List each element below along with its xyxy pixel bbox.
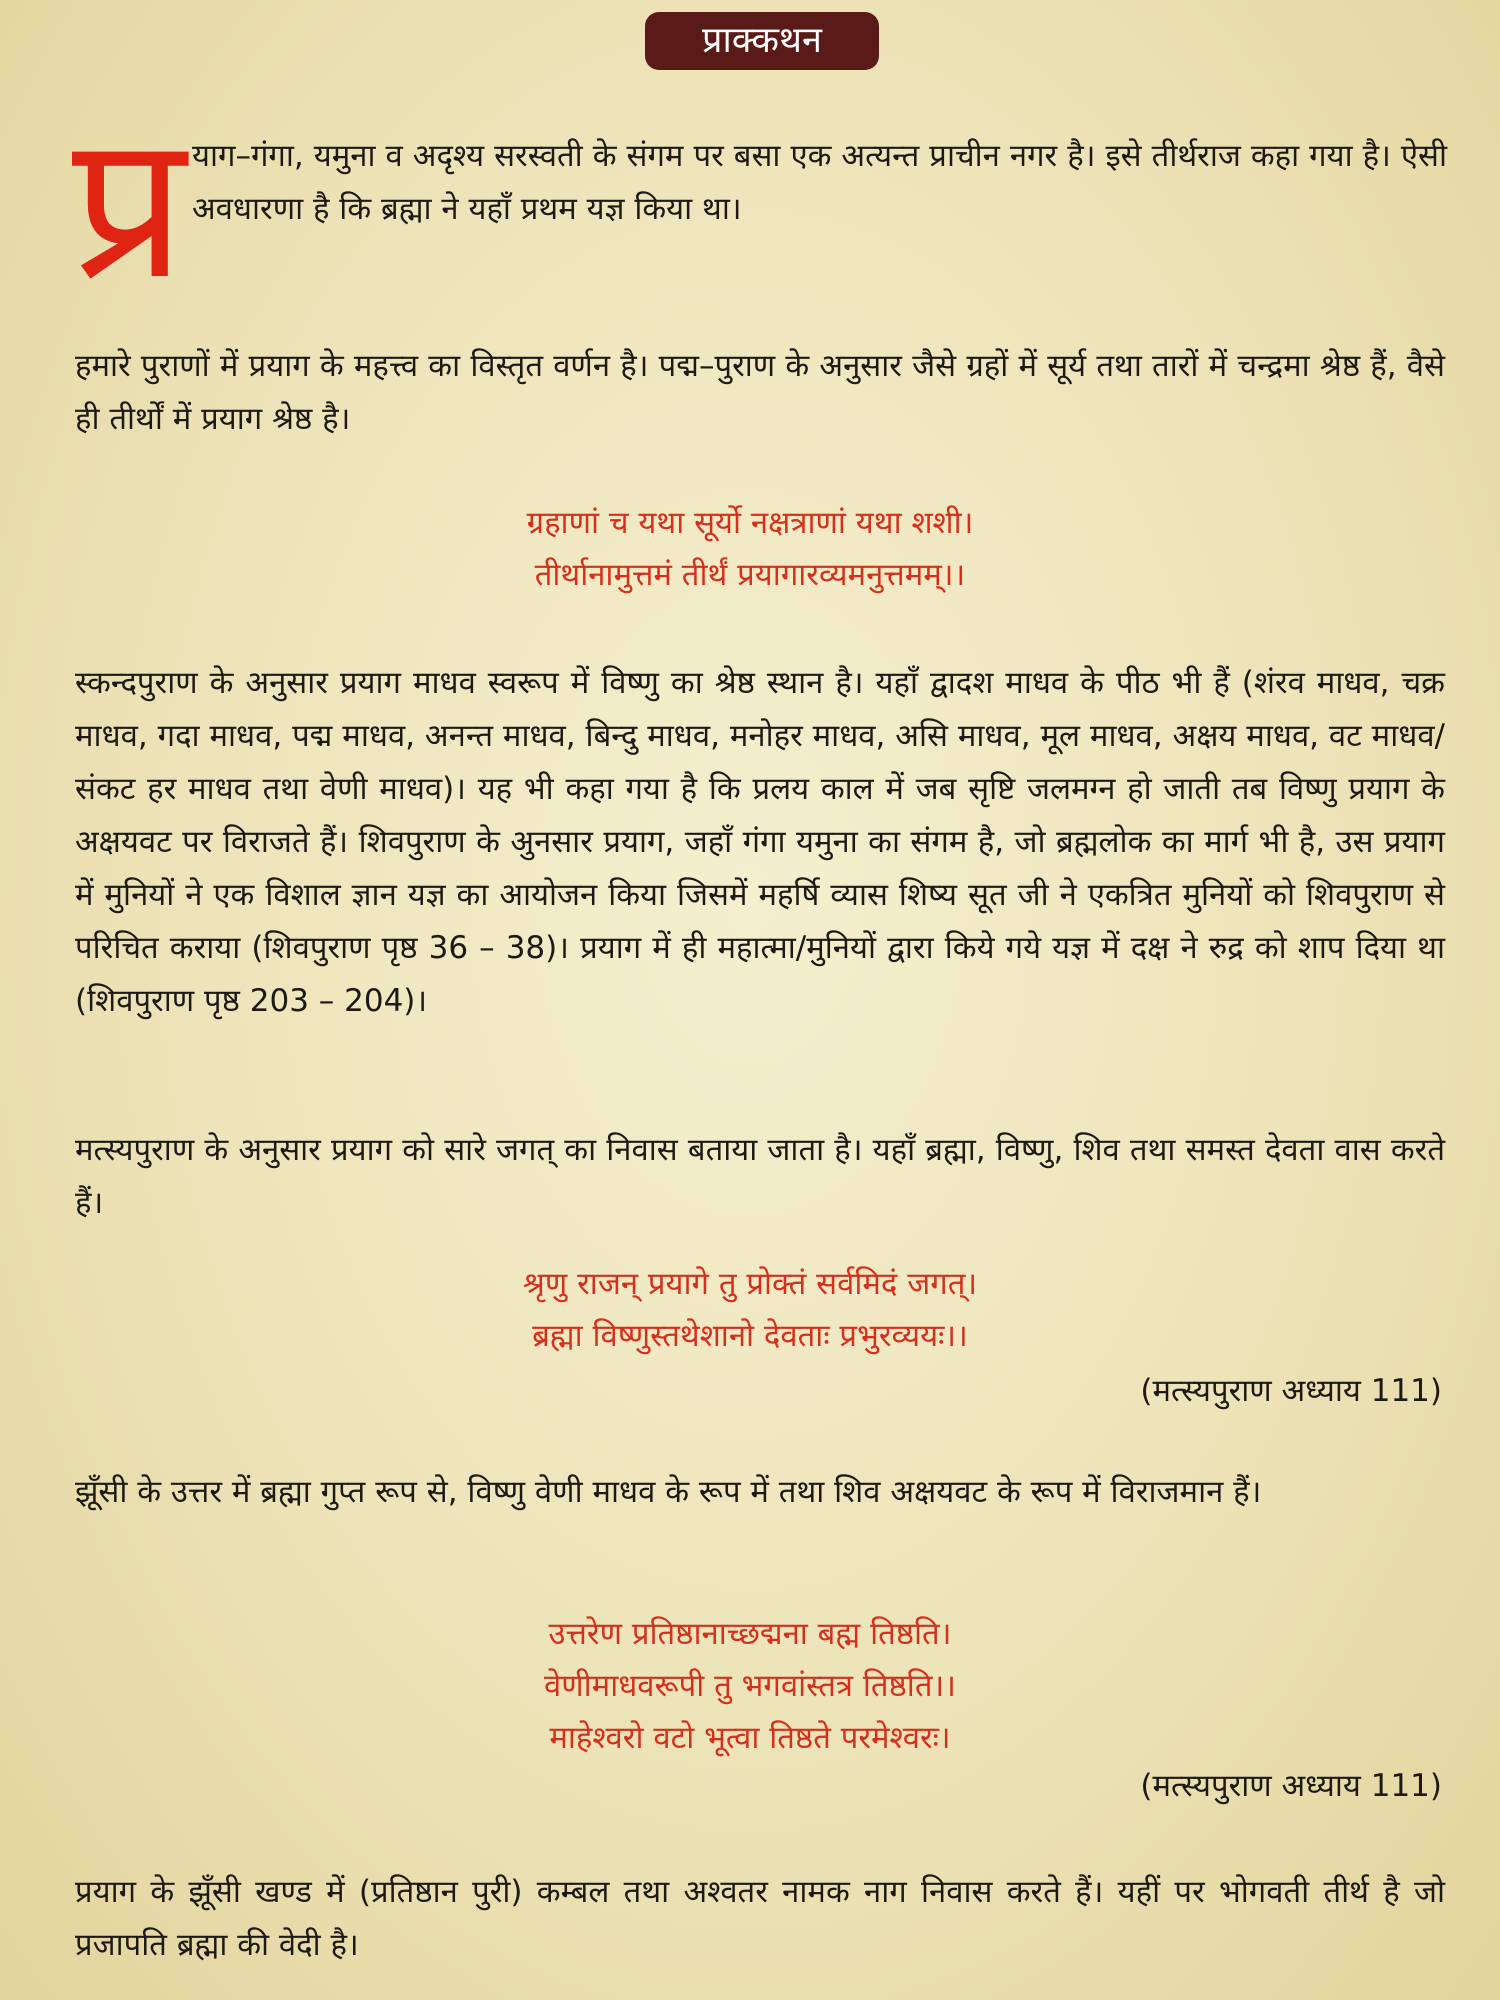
verse-line: ब्रह्मा विष्णुस्तथेशानो देवताः प्रभुरव्ययः।। [532,1318,968,1354]
page-heading: प्राक्कथन [645,12,879,70]
verse-padma [0,497,1500,601]
verse-line: ग्रहाणां च यथा सूर्यो नक्षत्राणां यथा शशी। [526,505,974,541]
citation-matsya-1: (मत्स्यपुराण अध्याय 111) [1140,1373,1442,1409]
verse-line: उत्तरेण प्रतिष्ठानाच्छद्मना बह्म तिष्ठति। [548,1616,952,1652]
paragraph-pratishthan: प्रयाग के झूँसी खण्ड में (प्रतिष्ठान पुरी) कम्बल तथा अश्वतर नामक नाग निवास करते हैं। यहीं पर भोगवती तीर्थ है जो प्रजापति ब्रह्मा की वेदी है। [75,1874,1445,1963]
verse-line: श्रृणु राजन् प्रयागे तु प्रोक्तं सर्वमिदं जगत्। [522,1266,978,1302]
drop-cap: प्र [72,91,186,324]
paragraph-puranas: हमारे पुराणों में प्रयाग के महत्त्व का विस्तृत वर्णन है। पद्म–पुराण के अनुसार जैसे ग्रहों में सूर्य तथा तारों में चन्द्रमा श्रेष्ठ हैं, वैसे ही तीर्थों में प्रयाग श्रेष्ठ है। [75,348,1445,437]
verse-line: तीर्थानामुत्तमं तीर्थं प्रयागारव्यमनुत्तमम्।। [534,557,966,593]
citation-matsya-2: (मत्स्यपुराण अध्याय 111) [1140,1768,1442,1804]
verse-line: वेणीमाधवरूपी तु भगवांस्तत्र तिष्ठति।। [543,1668,956,1704]
paragraph-jhunsi: झूँसी के उत्तर में ब्रह्मा गुप्त रूप से, विष्णु वेणी माधव के रूप में तथा शिव अक्षयवट के रूप में विराजमान हैं। [75,1474,1262,1510]
verse-jhunsi [0,1608,1500,1764]
verse-line: माहेश्वरो वटो भूत्वा तिष्ठते परमेश्वरः। [549,1720,951,1756]
intro-paragraph: याग–गंगा, यमुना व अदृश्य सरस्वती के संगम पर बसा एक अत्यन्त प्राचीन नगर है। इसे तीर्थराज कहा गया है। ऐसी अवधारणा है कि ब्रह्मा ने यहाँ प्रथम यज्ञ किया था। [192,138,1447,227]
verse-matsya [0,1258,1500,1362]
paragraph-skanda: स्कन्दपुराण के अनुसार प्रयाग माधव स्वरूप में विष्णु का श्रेष्ठ स्थान है। यहाँ द्वादश माधव के पीठ भी हैं (शंरव माधव, चक्र माधव, गदा माधव, पद्म माधव, अनन्त माधव, बिन्दु माधव, मनोहर माधव, असि माधव, मूल माधव, अक्षय माधव, वट माधव/संकट हर माधव तथा वेणी माधव)। यह भी कहा गया है कि प्रलय काल में जब सृष्टि जलमग्न हो जाती तब विष्णु प्रयाग के अक्षयवट पर विराजते हैं। शिवपुराण के अुनसार प्रयाग, जहाँ गंगा यमुना का संगम है, जो ब्रह्मलोक का मार्ग भी है, उस प्रयाग में मुनियों ने एक विशाल ज्ञान यज्ञ का आयोजन किया जिसमें महर्षि व्यास शिष्य सूत जी ने एकत्रित मुनियों को शिवपुराण से परिचित कराया (शिवपुराण पृष्ठ 36 – 38)। प्रयाग में ही महात्मा/मुनियों द्वारा किये गये यज्ञ में दक्ष ने रुद्र को शाप दिया था (शिवपुराण पृष्ठ 203 – 204)। [75,665,1445,1019]
paragraph-matsya: मत्स्यपुराण के अनुसार प्रयाग को सारे जगत् का निवास बताया जाता है। यहाँ ब्रह्मा, विष्णु, शिव तथा समस्त देवता वास करते हैं। [75,1132,1445,1221]
